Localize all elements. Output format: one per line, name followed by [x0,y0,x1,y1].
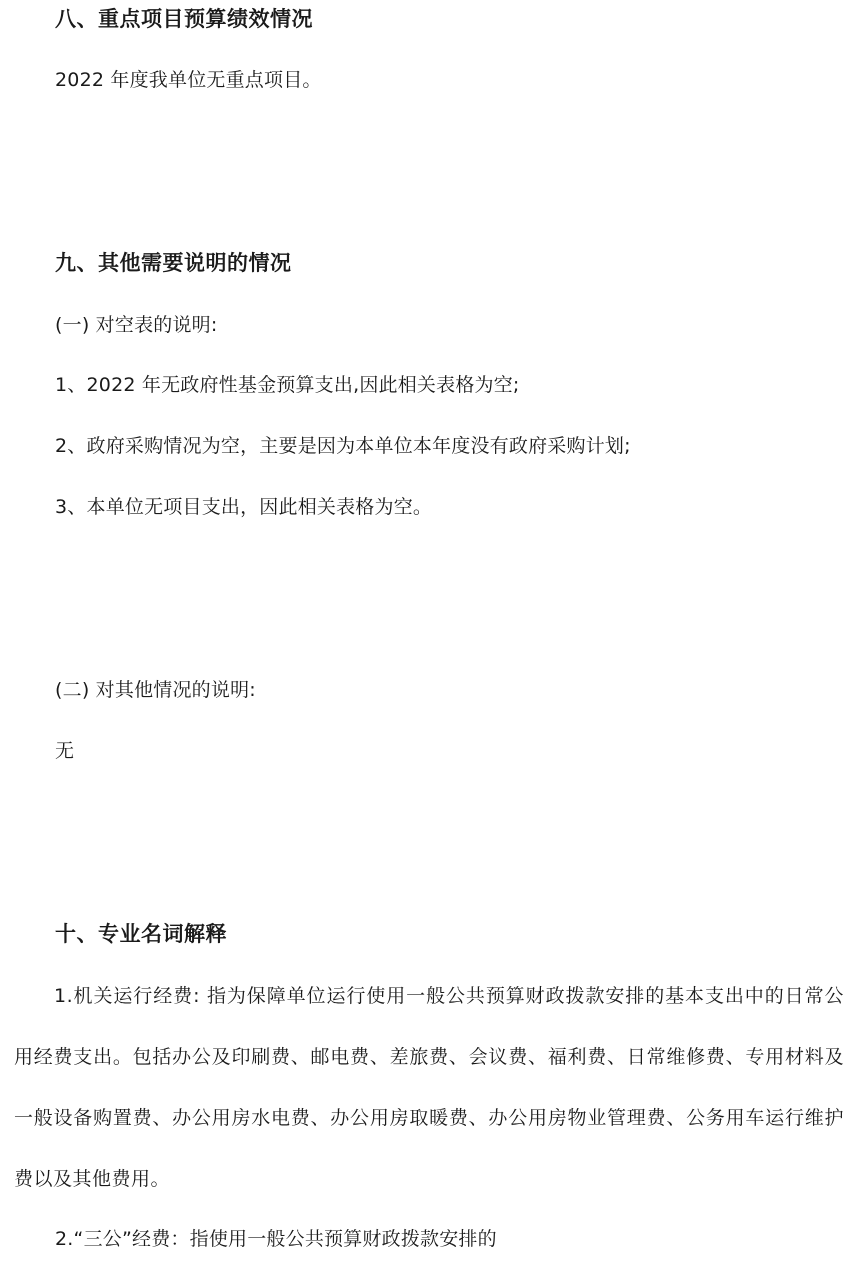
section-10-heading: 十、专业名词解释 [55,922,227,946]
section-9-sub1-item-3: 3、本单位无项目支出，因此相关表格为空。 [55,496,433,518]
section-9-sub2-title: (二) 对其他情况的说明: [55,679,256,701]
section-9-sub2-body: 无 [55,740,75,762]
term-1-paragraph: 1.机关运行经费: 指为保障单位运行使用一般公共预算财政拨款安排的基本支出中的日常公用经费支出。包括办公及印刷费、邮电费、差旅费、会议费、福利费、日常维修费、专用材料及一般设备购置费、办公用房水电费、办公用房取暖费、办公用房物业管理费、公务用车运行维护费以及其他费用。 [14,985,844,1190]
section-9-sub1-item-1: 1、2022 年无政府性基金预算支出,因此相关表格为空; [55,374,520,396]
section-8-heading: 八、重点项目预算绩效情况 [55,7,313,31]
section-9-sub1-item-2: 2、政府采购情况为空，主要是因为本单位本年度没有政府采购计划; [55,435,631,457]
section-9-sub1-title: (一) 对空表的说明: [55,314,218,336]
section-9-heading: 九、其他需要说明的情况 [55,251,292,275]
section-8-body: 2022 年度我单位无重点项目。 [55,69,322,91]
term-2-paragraph: 2.“三公”经费：指使用一般公共预算财政拨款安排的 [55,1228,497,1250]
